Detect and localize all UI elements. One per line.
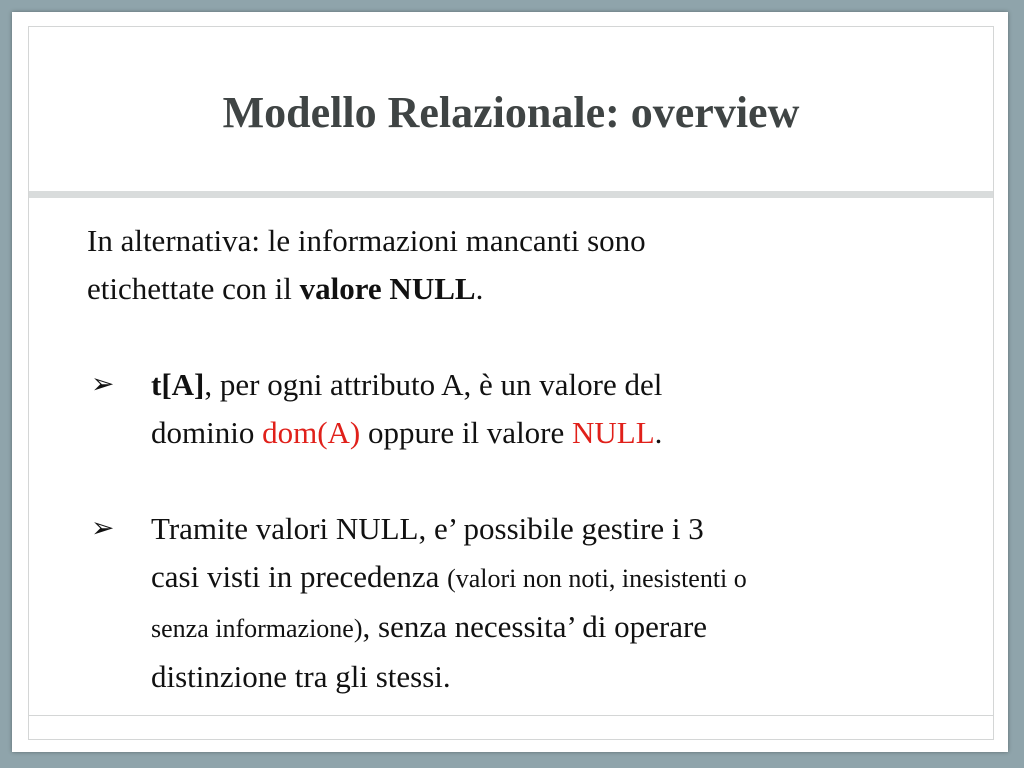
bullet-1-text-2-mid: oppure il valore	[360, 415, 573, 450]
slide-inner-border	[28, 26, 994, 740]
slide-content	[87, 217, 967, 701]
bullet-1-text-2-prefix: dominio	[151, 415, 263, 450]
slide-frame	[12, 12, 1008, 752]
slide-title: Modello Relazionale: overview	[222, 88, 800, 137]
title-area	[29, 27, 993, 189]
spacer	[87, 457, 967, 505]
title-divider	[29, 191, 993, 198]
spacer	[87, 313, 967, 361]
bullet-1-text-1: , per ogni attributo A, è un valore del	[204, 367, 663, 402]
intro-null-bold: valore NULL	[299, 271, 476, 306]
intro-line-2-prefix: etichettate con il	[87, 271, 300, 306]
bullet-1-dom-red: dom(A)	[262, 415, 361, 450]
bullet-2-small-1: (valori non noti, inesistenti o	[447, 564, 747, 593]
bullet-1-null-red: NULL	[572, 415, 655, 450]
intro-line-2-suffix: .	[475, 271, 484, 306]
intro-paragraph	[87, 217, 967, 313]
footer-divider	[29, 715, 993, 716]
bullet-2-text-2: casi visti in precedenza	[151, 559, 448, 594]
bullet-2-text-1: Tramite valori NULL, e’ possibile gestire i 3	[151, 511, 704, 546]
bullet-1-bold: t[A]	[151, 367, 205, 402]
arrow-bullet-icon: ➢	[91, 513, 115, 544]
arrow-bullet-icon: ➢	[91, 369, 115, 400]
bullet-2-text-3: , senza necessita’ di operare	[362, 609, 708, 644]
intro-line-1: In alternativa: le informazioni mancanti sono	[87, 223, 646, 258]
bullet-2-text-4: distinzione tra gli stessi.	[151, 659, 451, 694]
bullet-2-small-2: senza informazione)	[151, 614, 363, 643]
bullet-item-1	[87, 361, 967, 457]
bullet-1-text-2-suffix: .	[654, 415, 663, 450]
bullet-item-2	[87, 505, 967, 701]
